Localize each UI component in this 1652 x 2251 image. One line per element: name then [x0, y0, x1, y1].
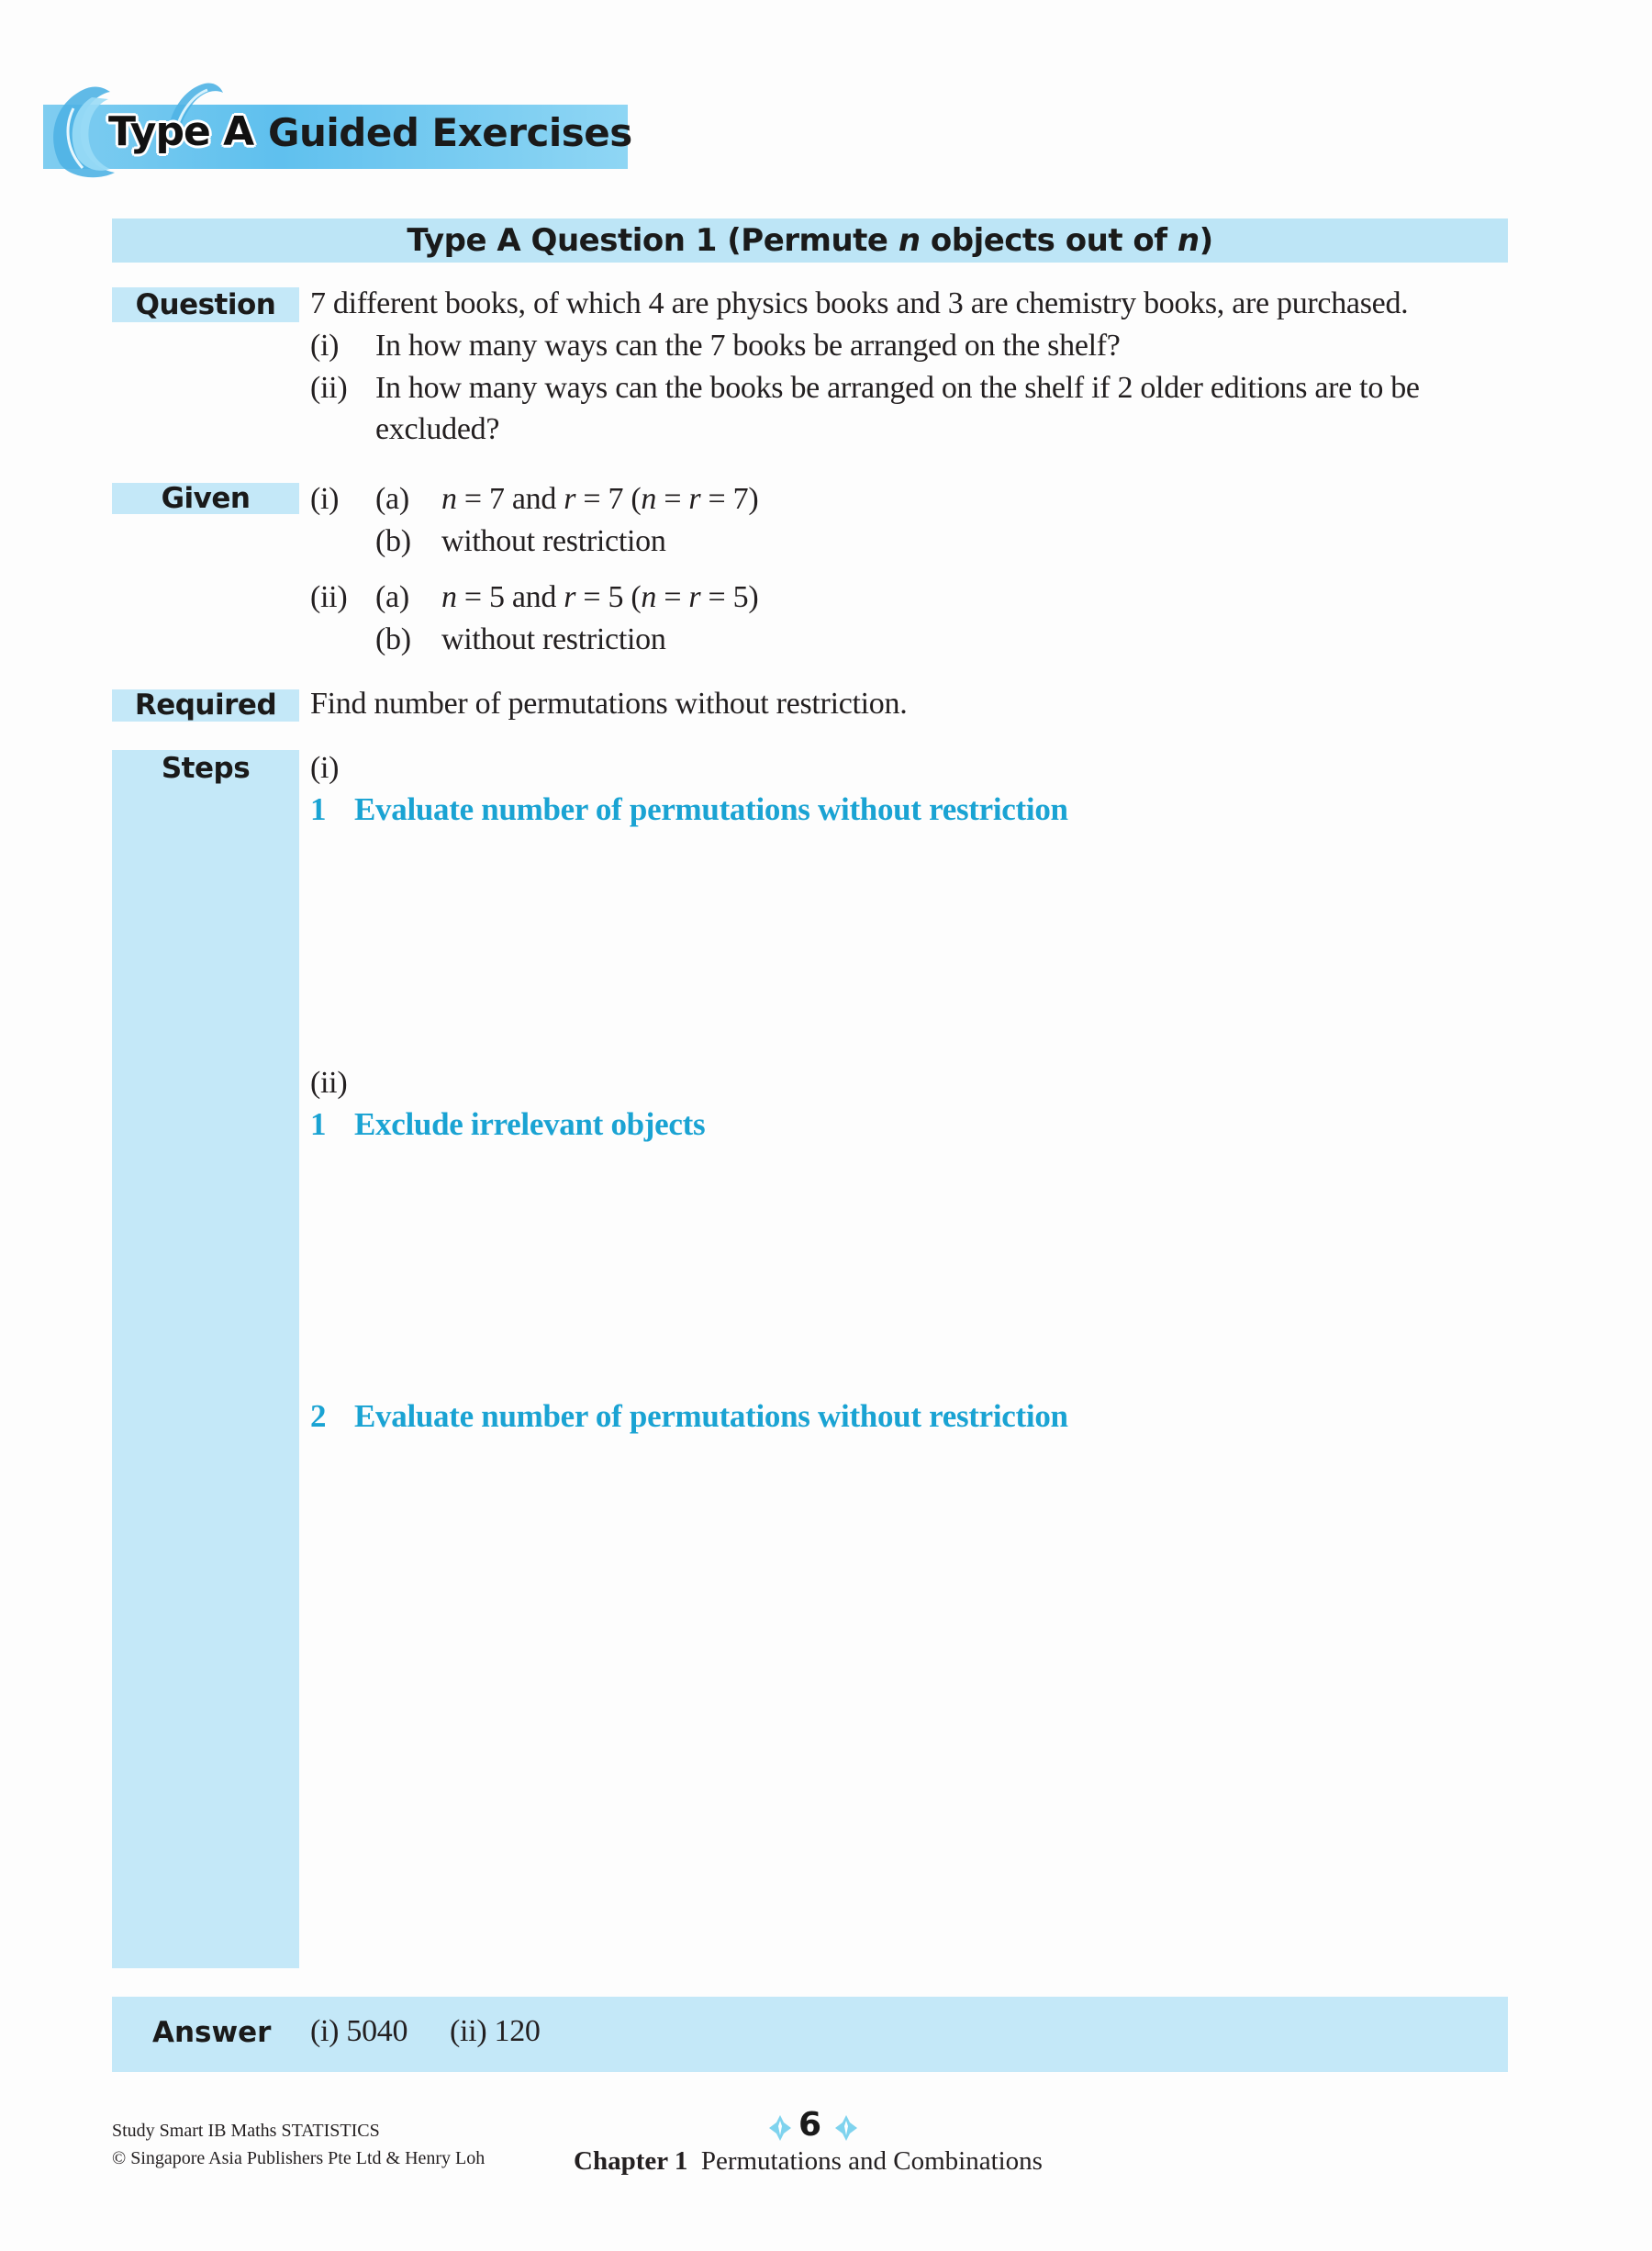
- step-number: 1: [310, 1106, 327, 1142]
- given-sub-label: (b): [375, 524, 411, 558]
- given-label: Given: [112, 483, 299, 514]
- given-part-num: (i): [310, 482, 340, 516]
- given-condition-text: without restriction: [441, 524, 666, 558]
- required-text: Find number of permutations without restriction.: [310, 687, 908, 721]
- question-part-num: (ii): [310, 371, 348, 405]
- page-ornament-icon: [769, 2115, 791, 2141]
- footer-copyright: © Singapore Asia Publishers Pte Ltd & Henry Loh: [112, 2148, 486, 2168]
- footer-chapter-title: Permutations and Combinations: [700, 2146, 1043, 2176]
- steps-panel: [112, 750, 299, 1968]
- step-number: 1: [310, 791, 327, 827]
- given-sub-label: (a): [375, 580, 409, 614]
- steps-part-num: (ii): [310, 1066, 348, 1100]
- question-part-text-cont: excluded?: [375, 412, 500, 446]
- step-number: 2: [310, 1398, 327, 1434]
- footer-chapter-label: Chapter 1: [574, 2146, 688, 2176]
- given-condition: n = 5 and r = 5 (n = r = 5): [441, 580, 759, 614]
- steps-label: Steps: [161, 752, 251, 785]
- given-sub-label: (b): [375, 622, 411, 656]
- banner-type-label: Type A: [108, 108, 254, 155]
- question-header-title: Type A Question 1 (Permute n objects out of n): [407, 222, 1213, 259]
- answer-part-ii: (ii) 120: [450, 2014, 541, 2048]
- answer-part-i: (i) 5040: [310, 2014, 408, 2048]
- question-part-text: In how many ways can the 7 books be arranged on the shelf?: [375, 329, 1121, 363]
- footer-chapter: [574, 2146, 1043, 2177]
- given-sub-label: (a): [375, 482, 409, 516]
- steps-part-num: (i): [310, 751, 340, 785]
- banner-title: Guided Exercises: [268, 110, 632, 155]
- page-ornament-icon: [835, 2115, 857, 2141]
- step-heading: Evaluate number of permutations without restriction: [354, 791, 1068, 827]
- question-header: [112, 218, 1508, 263]
- step-heading: Evaluate number of permutations without restriction: [354, 1398, 1068, 1434]
- given-condition: n = 7 and r = 7 (n = r = 7): [441, 482, 759, 516]
- answer-label: Answer: [152, 2016, 272, 2049]
- page-number: 6: [798, 2106, 822, 2144]
- footer-book-title: Study Smart IB Maths STATISTICS: [112, 2121, 380, 2141]
- given-condition-text: without restriction: [441, 622, 666, 656]
- question-part-num: (i): [310, 329, 340, 363]
- question-label: Question: [112, 287, 299, 322]
- question-part-text: In how many ways can the books be arranged on the shelf if 2 older editions are to be: [375, 371, 1420, 405]
- question-intro: 7 different books, of which 4 are physics books and 3 are chemistry books, are purchased.: [310, 286, 1409, 320]
- required-label: Required: [112, 689, 299, 722]
- step-heading: Exclude irrelevant objects: [354, 1106, 706, 1142]
- given-part-num: (ii): [310, 580, 348, 614]
